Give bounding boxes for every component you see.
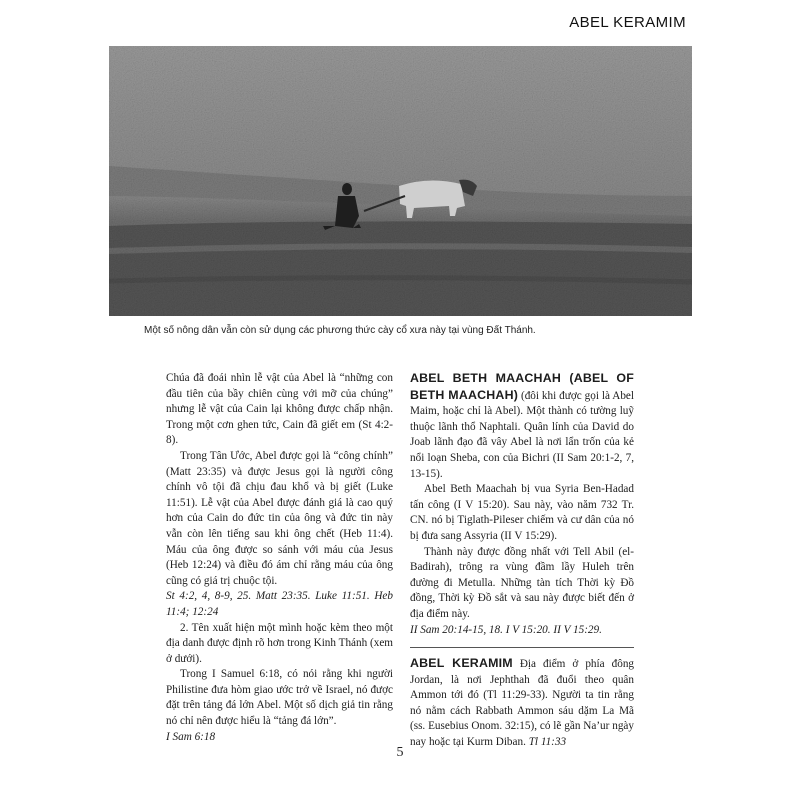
headword-abel-keramim: ABEL KERAMIM [410, 656, 513, 671]
right-column [410, 371, 634, 751]
abel-paragraph-3: 2. Tên xuất hiện một mình hoặc kèm theo một địa danh được định rõ hơn trong Kinh Thánh (xem ở dưới). [166, 621, 393, 665]
abel-keramim-text: Địa điểm ở phía đông Jordan, là nơi Jephthah đã đuổi theo quân Ammon tới đó (Tl 11:29-33). Người ta tin rằng nó nằm cách Rabbath Ammon sáu dặm La Mã (ss. Eusebius Onom. 32:15), có lẽ gần Na’ur ngày nay hoặc tại Kurm Diban. [410, 658, 635, 749]
abel-paragraph-4: Trong I Samuel 6:18, có nói rằng khi người Philistine đưa hòm giao ước trở về Israel, nó được đặt trên tảng đá lớn Abel. Một số dịch giả tin rằng nó chỉ nên được hiểu là “tảng đá lớn”. [166, 668, 393, 728]
entry-abel-beth-maachah [410, 371, 634, 638]
abel-beth-maachah-text-3: Thành này được đồng nhất với Tell Abil (el-Badirah), trông ra vùng đầm lầy Huleh trên đường đi Metulla. Những tàn tích Thời kỳ Đồ đồng, Thời kỳ Đồ sắt và sau này được biết đến ở địa điểm này. [410, 545, 634, 620]
figure-caption: Một số nông dân vẫn còn sử dụng các phương thức cày cổ xưa này tại vùng Đất Thánh. [144, 325, 536, 336]
entry-divider [410, 647, 634, 648]
abel-beth-maachah-references: II Sam 20:14-15, 18. I V 15:20. II V 15:29. [410, 623, 602, 636]
abel-beth-maachah-text-2: Abel Beth Maachah bị vua Syria Ben-Hadad tấn công (I V 15:20). Sau này, vào năm 732 Tr. CN. nó bị Tiglath-Pileser chiếm và cư dân của nó bị đưa sang Assyria (II V 15:29). [410, 483, 634, 542]
left-column [166, 371, 393, 745]
abel-paragraph-2: Trong Tân Ước, Abel được gọi là “công chính” (Matt 23:35) và được Jesus gọi là người công chính vô tội đã chịu đau khổ và bị giết (Luke 11:51). Lễ vật của Abel được đánh giá là cao quý hơn của Cain do đức tin của ông và đức tin này vẫn còn lên tiếng sau khi ông chết (Heb 11:4). Máu của ông được so sánh với máu của Jesus (Heb 12:24) và điều đó ám chỉ rằng máu của ông cũng có giá trị chuộc tội. [166, 449, 393, 587]
abel-references-1: St 4:2, 4, 8-9, 25. Matt 23:35. Luke 11:51. Heb 11:4; 12:24 [166, 590, 393, 618]
plowing-photo [109, 46, 692, 316]
abel-keramim-reference: Tl 11:33 [528, 736, 567, 749]
abel-beth-maachah-text-1: (đôi khi được gọi là Abel Maim, hoặc chỉ là Abel). Một thành có tường luỹ thuộc lãnh thổ Naphtali. Quân lính của David do Joab lãnh đạo đã vây Abel là nơi lẩn trốn của kẻ nổi loạn Sheba, con của Bichri (II Sam 20:1-2, 7, 13-15). [410, 389, 634, 480]
page-number: 5 [396, 745, 404, 760]
entry-abel-keramim [410, 656, 634, 751]
abel-paragraph-1: Chúa đã đoái nhìn lễ vật của Abel là “những con đầu tiên của bầy chiên cùng với mỡ của chúng” nhưng lễ vật của Cain lại không được chấp nhận. Trong một cơn ghen tức, Cain đã giết em (St 4:2-8). [166, 372, 393, 447]
abel-references-2: I Sam 6:18 [166, 730, 216, 743]
running-head: ABEL KERAMIM [569, 14, 686, 31]
headword-abel-beth-maachah: ABEL BETH MAACHAH (ABEL OF BETH MAACHAH) [410, 371, 634, 402]
